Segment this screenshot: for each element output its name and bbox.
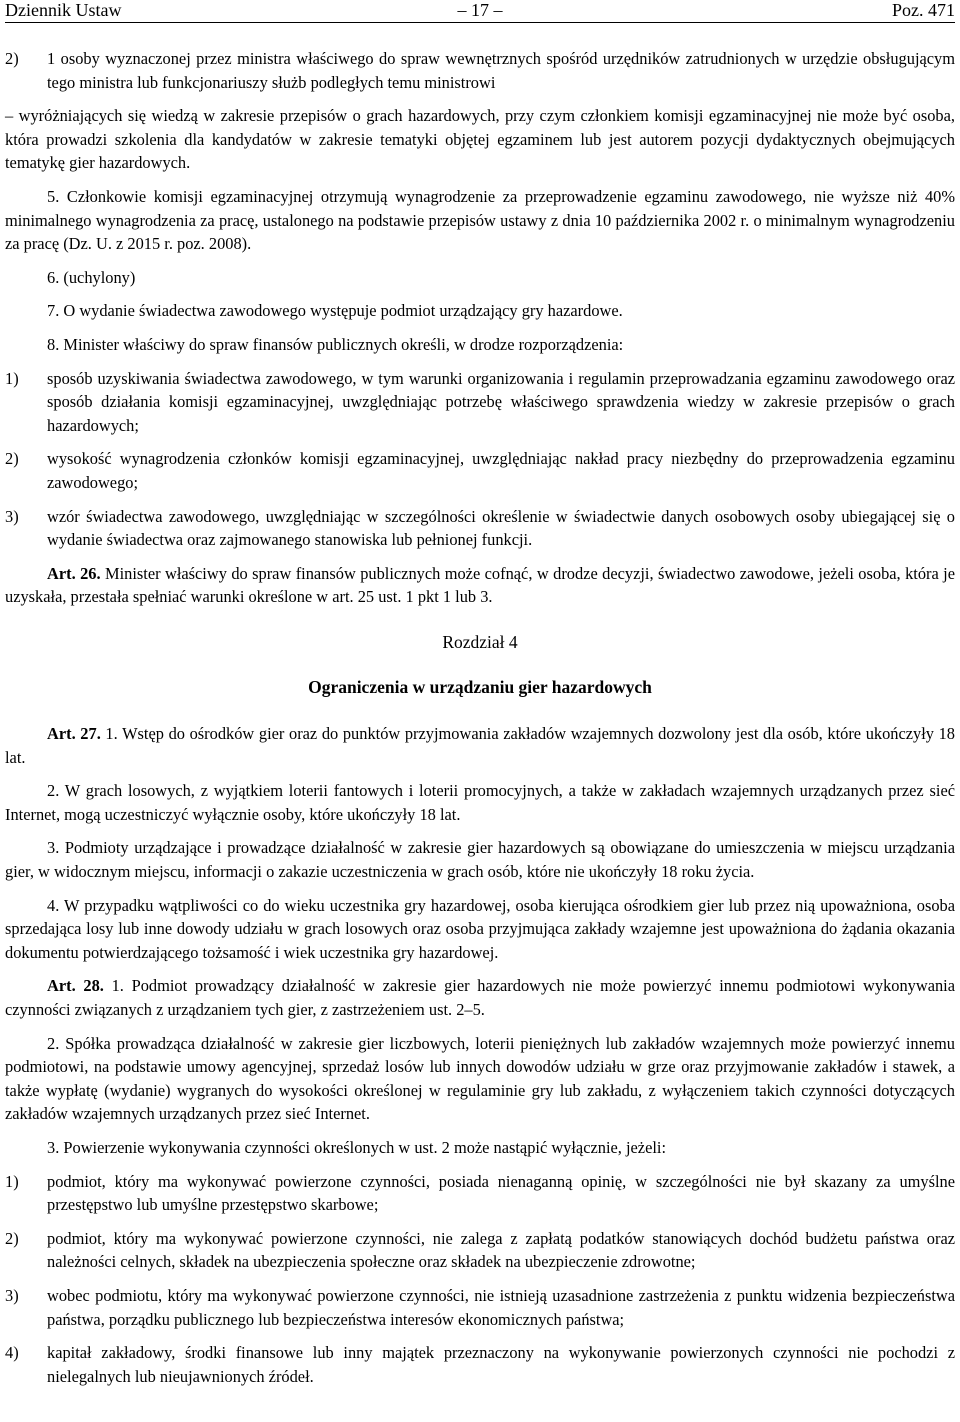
list-item [5, 1227, 955, 1274]
list-item [5, 1170, 955, 1217]
paragraph: 2. W grach losowych, z wyjątkiem loterii fantowych i loterii promocyjnych, a także w zakładach wzajemnych urządzanych przez sieć Internet, mogą uczestniczyć wyłącznie osoby, które ukończyły 18 lat. [5, 781, 955, 824]
item-number: 3) [5, 506, 19, 526]
item-number: 1) [5, 368, 19, 388]
item-number: 1) [5, 1171, 19, 1191]
paragraph: – wyróżniających się wiedzą w zakresie przepisów o grach hazardowych, przy czym członkiem komisji egzaminacyjnej nie może być osoba, która prowadzi szkolenia dla kandydatów w zakresie tematyki objętej egzaminem lub jest autorem pozycji dydaktycznych obejmujących tematykę gier hazardowych. [5, 106, 955, 173]
list-item [5, 1284, 955, 1331]
paragraph: 5. Członkowie komisji egzaminacyjnej otrzymują wynagrodzenie za przeprowadzenie egzaminu zawodowego, nie wyższe niż 40% minimalnego wynagrodzenia za pracę, ustalonego na podstawie przepisów ustawy z dnia 10 października 2002 r. o minimalnym wynagrodzeniu za pracę (Dz. U. z 2015 r. poz. 2008). [5, 186, 955, 254]
article-26 [5, 562, 955, 609]
list-item [5, 47, 955, 94]
article-text: Minister właściwy do spraw finansów publicznych może cofnąć, w drodze decyzji, świadectwo zawodowe, jeżeli osoba, która je uzyskała, przestała spełniać warunki określone w art. 25 ust. 1 pkt 1 lub 3. [5, 563, 955, 607]
item-number: 3) [5, 1285, 19, 1305]
chapter-title: Ograniczenia w urządzaniu gier hazardowych [308, 677, 652, 698]
paragraph: 3. Powierzenie wykonywania czynności określonych w ust. 2 może nastąpić wyłącznie, jeżeli: [47, 1137, 667, 1157]
position-number: Poz. 471 [892, 0, 955, 20]
chapter-number: Rozdział 4 [442, 631, 518, 652]
item-text: wobec podmiotu, który ma wykonywać powierzone czynności, nie istnieją uzasadnione zastrzeżenia z punktu widzenia bezpieczeństwa państwa, porządku publicznego lub bezpieczeństwa interesów ekonomicznych państwa; [47, 1285, 955, 1329]
item-number: 2) [5, 49, 19, 68]
paragraph: 3. Podmioty urządzające i prowadzące działalność w zakresie gier hazardowych są obowiązane do umieszczenia w miejscu urządzania gier, w widocznym miejscu, informacji o zakazie uczestniczenia w grach osób, które nie ukończyły 18 roku życia. [5, 838, 955, 882]
article-label: Art. 27. [47, 724, 101, 744]
item-number: 2) [5, 1228, 19, 1248]
page-header [5, 0, 955, 23]
journal-title: Dziennik Ustaw [5, 0, 122, 20]
article-27 [5, 722, 955, 769]
list-item [5, 367, 955, 438]
article-text: 1. Podmiot prowadzący działalność w zakresie gier hazardowych nie może powierzyć innemu podmiotowi wykonywania czynności związanych z urządzaniem tych gier, z zastrzeżeniem ust. 2–5. [5, 976, 955, 1019]
item-text: 1 osoby wyznaczonej przez ministra właściwego do spraw wewnętrznych spośród urzędników zatrudnionych w urzędzie obsługującym tego ministra lub funkcjonariuszy służb podległych temu ministrowi [47, 49, 955, 92]
page-number: – 17 – [457, 0, 503, 20]
list-item [5, 505, 955, 552]
paragraph: 7. O wydanie świadectwa zawodowego występuje podmiot urządzający gry hazardowe. [47, 301, 623, 321]
list-item [5, 1341, 955, 1388]
paragraph: 6. (uchylony) [47, 267, 136, 287]
paragraph: 4. W przypadku wątpliwości co do wieku uczestnika gry hazardowej, osoba kierująca ośrodkiem gier lub przez nią upoważniona, osoba sprzedająca losy lub inne dowody udziału w grach losowych oraz osoba przyjmująca zakłady wzajemne jest upoważniona do żądania okazania dokumentu potwierdzającego tożsamość i wiek uczestnika gry hazardowej. [5, 895, 955, 962]
item-text: wzór świadectwa zawodowego, uwzględniając w szczególności określenie w świadectwie danych osobowych osoby ubiegającej się o wydanie świadectwa oraz zajmowanego stanowiska lub pełnionej funkcji. [47, 506, 955, 550]
item-text: podmiot, który ma wykonywać powierzone czynności, nie zalega z zapłatą podatków stanowiących dochód budżetu państwa oraz należności celnych, składek na ubezpieczenia społeczne oraz składek na ubezpieczenie zdrowotne; [47, 1228, 955, 1272]
paragraph: 8. Minister właściwy do spraw finansów publicznych określi, w drodze rozporządzenia: [47, 334, 624, 354]
item-text: podmiot, który ma wykonywać powierzone czynności, posiada nienaganną opinię, w szczególności nie był skazany za umyślne przestępstwo lub umyślne przestępstwo skarbowe; [47, 1171, 955, 1215]
item-number: 4) [5, 1343, 19, 1363]
article-label: Art. 26. [47, 563, 101, 583]
item-text: sposób uzyskiwania świadectwa zawodowego, w tym warunki organizowania i regulamin przeprowadzania egzaminu zawodowego oraz sposób działania komisji egzaminacyjnej, uwzględniając potrzebę właściwego sprawdzenia wiedzy w zakresie przepisów o grach hazardowych; [47, 368, 955, 435]
item-number: 2) [5, 449, 19, 469]
paragraph: 2. Spółka prowadząca działalność w zakresie gier liczbowych, loterii pieniężnych lub zakładów wzajemnych może powierzyć innemu podmiotowi, na podstawie umowy agencyjnej, sprzedaż losów lub innych dowodów udziału w grze oraz przyjmowanie zakładów i stawek, a także wypłatę (wydanie) wygranych do wysokości określonej w regulaminie gry lub zakładu, z wyłączeniem takich czynności dotyczących zakładów wzajemnych urządzanych przez sieć Internet. [5, 1033, 955, 1124]
article-label: Art. 28. [47, 976, 104, 996]
article-text: 1. Wstęp do ośrodków gier oraz do punktów przyjmowania zakładów wzajemnych dozwolony jest dla osób, które ukończyły 18 lat. [5, 724, 955, 767]
item-text: kapitał zakładowy, środki finansowe lub inny majątek przeznaczony na wykonywanie powierzonych czynności nie pochodzi z nielegalnych lub nieujawnionych źródeł. [47, 1343, 955, 1386]
list-item [5, 447, 955, 494]
item-text: wysokość wynagrodzenia członków komisji egzaminacyjnej, uwzględniając nakład pracy niezbędny do przeprowadzenia egzaminu zawodowego; [47, 449, 955, 492]
article-28 [5, 974, 955, 1021]
